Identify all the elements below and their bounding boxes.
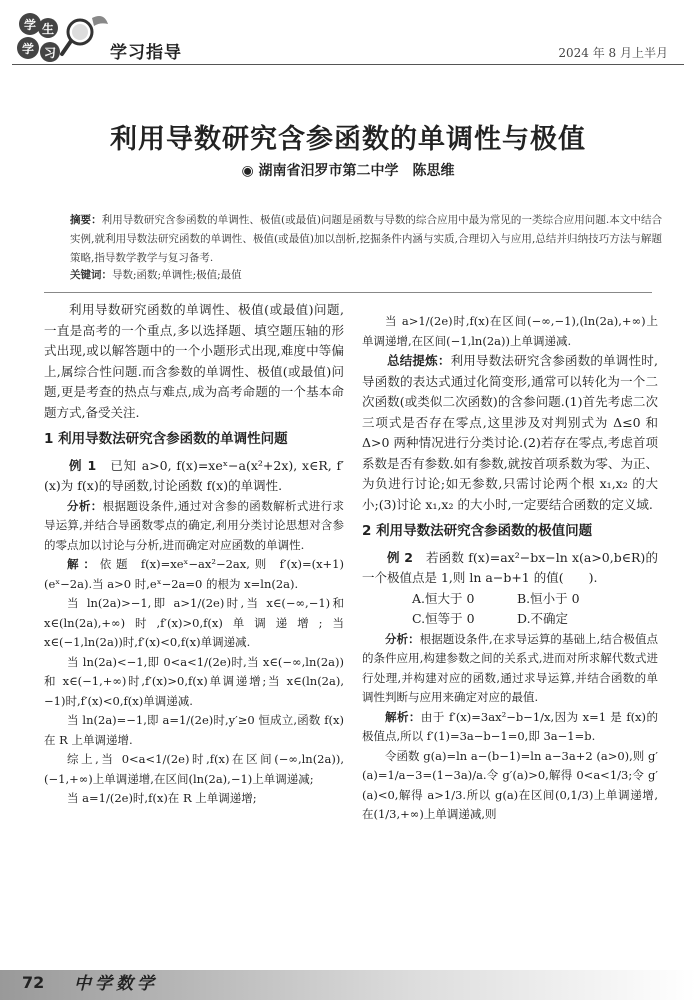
logo-char-2: 生: [41, 22, 55, 36]
page-number: 72: [22, 973, 45, 992]
header-rule: [12, 64, 684, 65]
tip-label: 总结提炼：: [387, 353, 451, 368]
summary-tip: [362, 351, 658, 515]
left-column: [44, 300, 344, 809]
tip-text: 利用导数法研究含参函数的单调性时,导函数的表达式通过化简变形,通常可以转化为一个二次函数(或类似二次函数)的含参问题.(1)首先考虑二次三项式是否存在零点,这里涉及对判别式为 Δ≤0 和 Δ>0 两种情况进行分类讨论.(2)若存在零点,考虑首项系数是否有参数.如有参数,就按首项系数为零、为正、为负进行讨论;如无参数,只需讨论两个根 x₁,x₂ 的大小;(3)讨论 x₁,x₂ 的大小时,一定要结合函数的定义域.: [362, 353, 658, 512]
issue-date: 2024 年 8 月上半月: [558, 46, 668, 60]
option-a: A.恒大于 0: [412, 590, 475, 606]
example-2-label: 例 2: [387, 549, 413, 565]
section-heading-1: 1 利用导数法研究含参函数的单调性问题: [44, 431, 288, 447]
options-row-2: [362, 609, 658, 630]
continuation-paragraph: 当 a>1/(2e)时,f(x)在区间(−∞,−1),(ln(2a),+∞)上单调递增,在区间(−1,ln(2a))上单调递减.: [362, 314, 658, 348]
options-row-1: [362, 589, 658, 610]
example-2-text: 若函数 f(x)=ax²−bx−ln x(a>0,b∈R)的一个极值点是 1,则 ln a−b+1 的值( ).: [362, 549, 658, 585]
abstract-separator: [44, 292, 652, 293]
keywords-label: 关键词：: [70, 269, 112, 281]
example-2-solution: [362, 708, 658, 747]
magnifier-logo-icon: [14, 10, 114, 64]
right-column: [362, 312, 658, 825]
logo-char-4: 习: [43, 46, 57, 60]
abstract-label: 摘要：: [70, 214, 102, 226]
keywords-text: 导数;函数;单调性;极值;最值: [112, 269, 242, 281]
article-author: ◉ 湖南省汨罗市第二中学 陈思维: [241, 163, 455, 179]
case-2: 当 ln(2a)<−1,即 0<a<1/(2e)时,当 x∈(−∞,ln(2a))和 x∈(−1,+∞)时,f′(x)>0,f(x)单调递增;当 x∈(ln(2a),−1)时,f′(x)<0,f(x)单调递减.: [44, 654, 344, 708]
case-3: 当 ln(2a)=−1,即 a=1/(2e)时,y′≥0 恒成立,函数 f(x)在 R 上单调递增.: [44, 713, 344, 747]
example-2-analysis: [362, 630, 658, 708]
solution-label: 解：: [67, 557, 100, 571]
example-1-label: 例 1: [69, 457, 97, 473]
column-logo: [14, 10, 114, 64]
example-2: [362, 548, 658, 589]
solution-label-2: 解析：: [385, 709, 421, 724]
summary-1: 综上,当 0<a<1/(2e)时,f(x)在区间(−∞,ln(2a)),(−1,+∞)上单调递增,在区间(ln(2a),−1)上单调递减;: [44, 752, 344, 786]
analysis-label: 分析：: [67, 498, 103, 513]
case-1: 当 ln(2a)>−1,即 a>1/(2e)时,当 x∈(−∞,−1)和 x∈(ln(2a),+∞)时,f′(x)>0,f(x)单调递增;当 x∈(−1,ln(2a))时,f′(x)<0,f(x)单调递减.: [44, 596, 344, 649]
abstract: [70, 211, 662, 268]
keywords: [70, 267, 662, 282]
example-2-solution-cont: 令函数 g(a)=ln a−(b−1)=ln a−3a+2 (a>0),则 g′(a)=1/a−3=(1−3a)/a.令 g′(a)>0,解得 0<a<1/3;令 g′(a)<0,解得 a>1/3.所以 g(a)在区间(0,1/3)上单调递增,在(1/3,+∞)上单调递减,则: [362, 748, 658, 821]
analysis-text: 根据题设条件,通过对含参的函数解析式进行求导运算,并结合导函数零点的确定,利用分类讨论思想对含参的零点加以讨论与分析,进而确定对应函数的单调性.: [44, 498, 344, 552]
journal-name: 中学数学: [74, 974, 158, 994]
intro-paragraph: 利用导数研究函数的单调性、极值(或最值)问题,一直是高考的一个重点,多以选择题、填空题压轴的形式出现,或以解答题中的一个小题形式出现,难度中等偏上,属综合性问题.而含参数的单调性、极值(或最值)问题,更是考查的热点与难点,成为高考命题的一个基本命题方式,备受关注.: [44, 302, 344, 420]
analysis-label-2: 分析：: [385, 631, 420, 646]
summary-2: 当 a=1/(2e)时,f(x)在 R 上单调递增;: [67, 791, 257, 805]
solution-text: 依题 f(x)=xeˣ−ax²−2ax,则 f′(x)=(x+1)(eˣ−2a).当 a>0 时,eˣ−2a=0 的根为 x=ln(2a).: [44, 557, 344, 591]
example-1-text: 已知 a>0, f(x)=xeˣ−a(x²+2x), x∈R, f′(x)为 f(x)的导函数,讨论函数 f(x)的单调性.: [44, 457, 344, 493]
analysis-text-2: 根据题设条件,在求导运算的基础上,结合极值点的条件应用,构建参数之间的关系式,进而对所求解代数式进行处理,并构建对应的函数,通过求导运算,并结合函数的单调性判断与应用来确定对应的最值.: [362, 631, 659, 704]
abstract-text: 利用导数研究含参函数的单调性、极值(或最值)问题是函数与导数的综合应用中最为常见的一类综合应用问题.本文中结合实例,就利用导数法研究函数的单调性、极值(或最值)加以剖析,挖掘条件内涵与实质,合理切入与应用,总结并归纳技巧方法与解题策略,指导数学教学与复习备考.: [70, 214, 662, 264]
section-name: 学习指导: [110, 43, 182, 63]
article-title: 利用导数研究含参函数的单调性与极值: [110, 124, 586, 155]
option-b: B.恒小于 0: [517, 590, 580, 606]
logo-char-3: 学: [21, 42, 35, 56]
example-1-solution: [44, 555, 344, 594]
option-d: D.不确定: [517, 611, 569, 626]
example-1-analysis: [44, 497, 344, 556]
logo-char-1: 学: [23, 18, 37, 32]
solution-text-2: 由于 f′(x)=3ax²−b−1/x,因为 x=1 是 f(x)的极值点,所以 f′(1)=3a−b−1=0,即 3a−1=b.: [362, 709, 658, 743]
option-c: C.恒等于 0: [412, 611, 475, 626]
section-heading-2: 2 利用导数法研究含参函数的极值问题: [362, 523, 593, 539]
example-1: [44, 456, 344, 497]
